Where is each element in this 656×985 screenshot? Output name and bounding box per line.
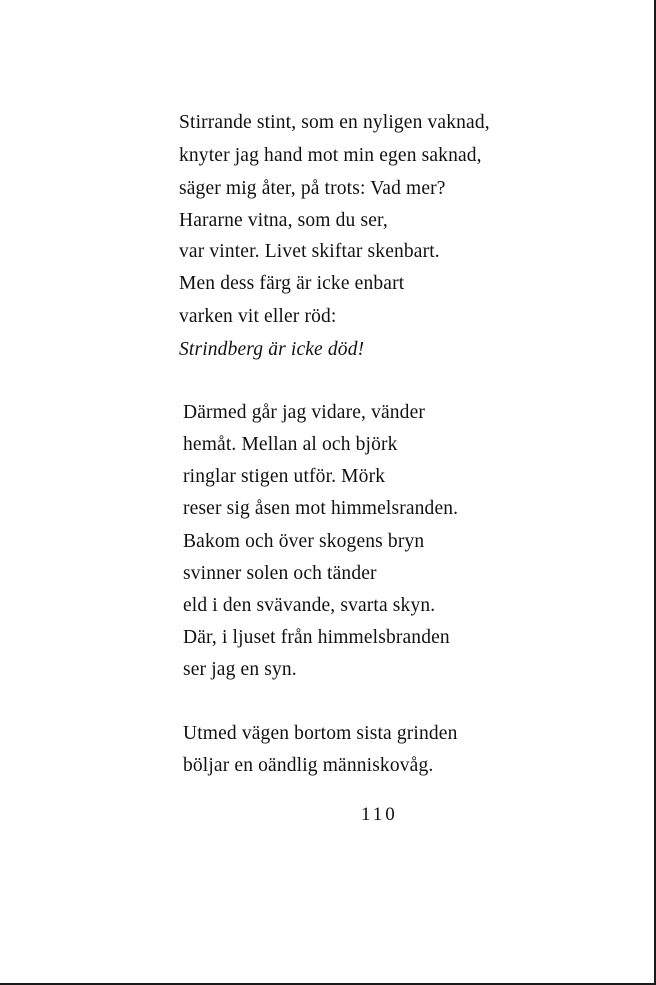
poem-line: säger mig åter, på trots: Vad mer? bbox=[179, 178, 446, 199]
poem-line: Där, i ljuset från himmelsbranden bbox=[183, 627, 450, 648]
poem-line: var vinter. Livet skiftar skenbart. bbox=[179, 241, 440, 262]
poem-line: hemåt. Mellan al och björk bbox=[183, 434, 398, 455]
poem-line: knyter jag hand mot min egen saknad, bbox=[179, 145, 482, 166]
poem-line: Därmed går jag vidare, vänder bbox=[183, 402, 426, 423]
page-number: 110 bbox=[361, 804, 398, 825]
poem-line: Men dess färg är icke enbart bbox=[179, 273, 405, 294]
poem-line: reser sig åsen mot himmelsranden. bbox=[183, 498, 459, 519]
poem-line: Stirrande stint, som en nyligen vaknad, bbox=[179, 112, 490, 133]
poem-line: svinner solen och tänder bbox=[183, 563, 377, 584]
poem-line: ser jag en syn. bbox=[183, 659, 297, 680]
poem-line: eld i den svävande, svarta skyn. bbox=[183, 595, 436, 616]
poem-line: varken vit eller röd: bbox=[179, 306, 337, 327]
poem-line: böljar en oändlig människovåg. bbox=[183, 755, 434, 776]
poem-line: Utmed vägen bortom sista grinden bbox=[183, 723, 458, 744]
poem-line: ringlar stigen utför. Mörk bbox=[183, 466, 386, 487]
poem-line-italic: Strindberg är icke död! bbox=[179, 339, 365, 360]
poem-line: Hararne vitna, som du ser, bbox=[179, 210, 388, 231]
poem-line: Bakom och över skogens bryn bbox=[183, 531, 425, 552]
